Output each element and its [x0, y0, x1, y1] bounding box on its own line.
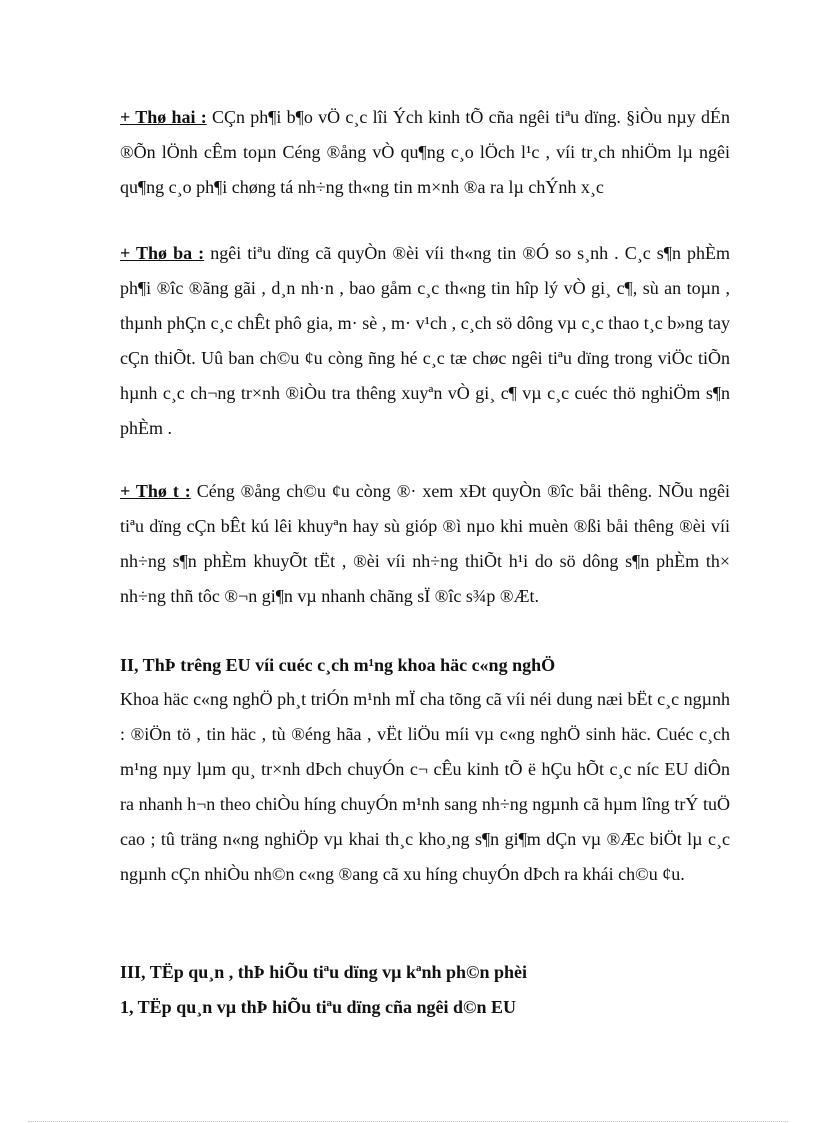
subsection-heading-1: 1, TËp qu¸n vµ thÞ hiÕu tiªu dïng cña ngêi d©n EU [120, 997, 517, 1017]
paragraph-label: + Thø ba : [120, 243, 205, 263]
paragraph-label: + Thø t : [120, 481, 191, 501]
section-heading-ii: II, ThÞ trêng EU víi cuéc c¸ch m¹ng khoa häc c«ng nghÖ [120, 655, 556, 675]
paragraph-thu-hai [120, 100, 730, 205]
page-bottom-rule [28, 1121, 788, 1122]
paragraph-text: CÇn ph¶i b¶o vÖ c¸c lîi Ých kinh tÕ cña ngêi tiªu dïng. §iÒu nµy dÉn ®Õn lÖnh cÊm toµn Céng ®ång vÒ qu¶ng c¸o lÖch l¹c , víi tr¸ch nhiÖm lµ ngêi qu¶ng c¸o ph¶i chøng tá nh÷ng th«ng tin m×nh ®a ra lµ chÝnh x¸c [120, 107, 730, 197]
paragraph-science-technology: Khoa häc c«ng nghÖ ph¸t triÓn m¹nh mÏ cha tõng cã víi néi dung næi bËt c¸c ngµnh : ®iÖn tö , tin häc , tù ®éng hãa , vËt liÖu míi vµ c«ng nghÖ sinh häc. Cuéc c¸ch m¹ng nµy lµm qu¸ tr×nh dÞch chuyÓn c¬ cÊu kinh tÕ ë hÇu hÕt c¸c níc EU diÔn ra nhanh h¬n theo chiÒu híng chuyÓn m¹nh sang nh÷ng ngµnh cã hµm lîng trÝ tuÖ cao ; tû träng n«ng nghiÖp vµ khai th¸c kho¸ng s¶n gi¶m dÇn vµ ®Æc biÖt lµ c¸c ngµnh cÇn nhiÒu nh©n c«ng ®ang cã xu híng chuyÓn dÞch ra khái ch©u ¢u. [120, 689, 730, 884]
paragraph-thu-tu [120, 474, 730, 614]
paragraph-thu-ba [120, 236, 730, 446]
paragraph-text: Céng ®ång ch©u ¢u còng ®· xem xÐt quyÒn ®îc båi thêng. NÕu ngêi tiªu dïng cÇn bÊt kú lêi khuyªn hay sù gióp ®ì nµo khi muèn ®ßi båi thêng ®èi víi nh÷ng s¶n phÈm khuyÕt tËt , ®èi víi nh÷ng thiÕt h¹i do sö dông s¶n phÈm th× nh÷ng thñ tôc ®¬n gi¶n vµ nhanh chãng sÏ ®îc s¾p ®Æt. [120, 481, 731, 606]
section-heading-iii: III, TËp qu¸n , thÞ hiÕu tiªu dïng vµ kªnh ph©n phèi [120, 962, 527, 982]
paragraph-label: + Thø hai : [120, 107, 207, 127]
paragraph-text: ngêi tiªu dïng cã quyÒn ®èi víi th«ng tin ®Ó so s¸nh . C¸c s¶n phÈm ph¶i ®îc ®ãng gãi , d¸n nh·n , bao gåm c¸c th«ng tin hîp lý vÒ gi¸ c¶, sù an toµn , thµnh phÇn c¸c chÊt phô gia, m· sè , m· v¹ch , c¸ch sö dông vµ c¸c thao t¸c b»ng tay cÇn thiÕt. Uû ban ch©u ¢u còng ñng hé c¸c tæ chøc ngêi tiªu dïng trong viÖc tiÕn hµnh c¸c ch¬ng tr×nh ®iÒu tra thêng xuyªn vÒ gi¸ c¶ vµ c¸c cuéc thö nghiÖm s¶n phÈm . [120, 243, 731, 438]
